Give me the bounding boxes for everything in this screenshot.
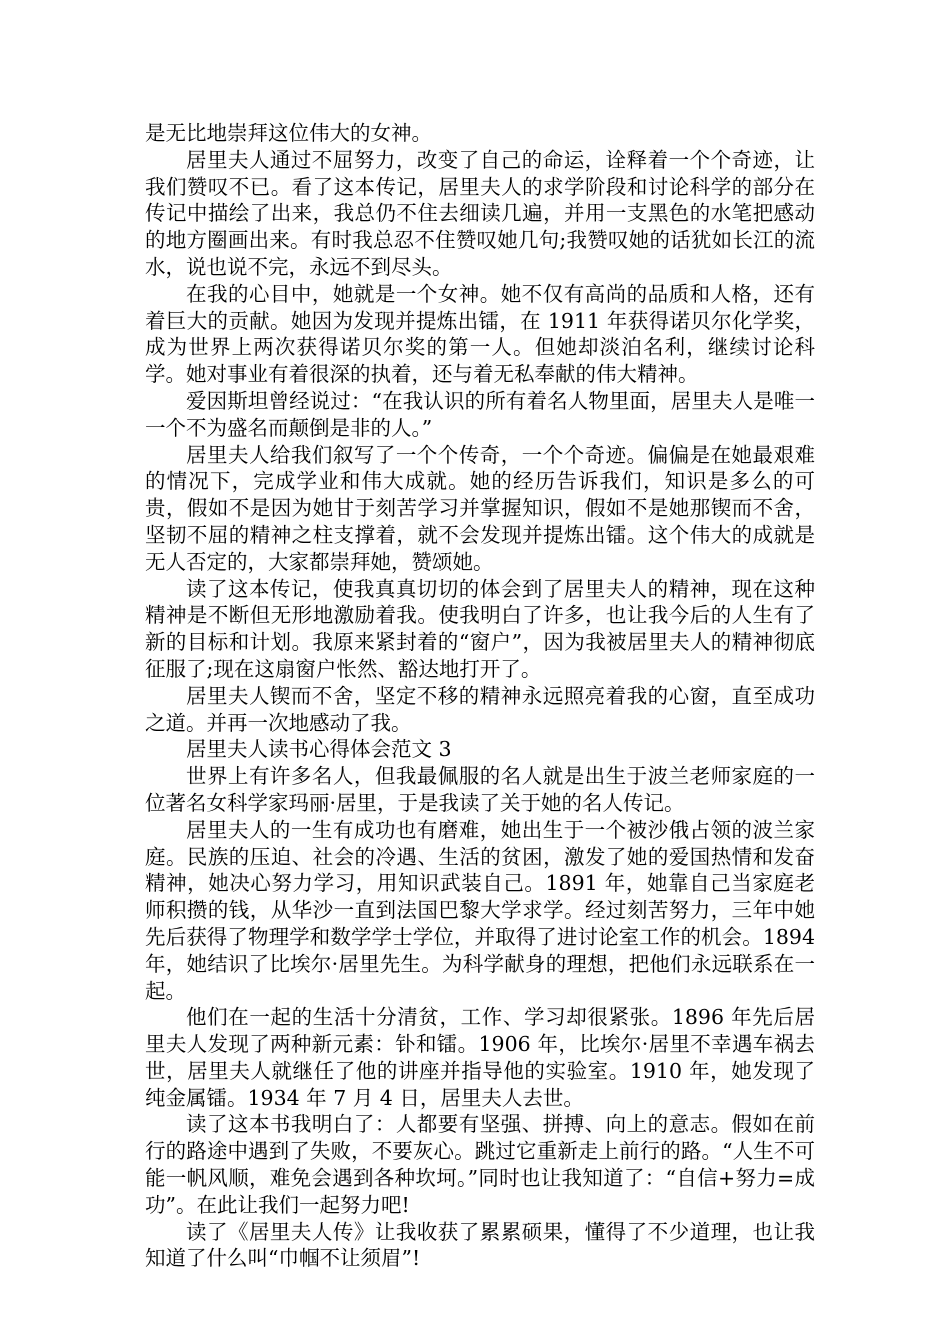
paragraph-7: 居里夫人锲而不舍，坚定不移的精神永远照亮着我的心窗，直至成功之道。并再一次地感动了我。 bbox=[145, 683, 815, 735]
paragraph-5: 居里夫人给我们叙写了一个个传奇，一个个奇迹。偏偏是在她最艰难的情况下，完成学业和伟大成就。她的经历告诉我们，知识是多么的可贵，假如不是因为她甘于刻苦学习并掌握知识，假如不是她那锲而不舍，坚韧不屈的精神之柱支撑着，就不会发现并提炼出镭。这个伟大的成就是无人否定的，大家都崇拜她，赞颂她。 bbox=[145, 442, 815, 574]
paragraph-3: 在我的心目中，她就是一个女神。她不仅有高尚的品质和人格，还有着巨大的贡献。她因为发现并提炼出镭，在 1911 年获得诺贝尔化学奖，成为世界上两次获得诺贝尔奖的第一人。但她却淡泊名利，继续讨论科学。她对事业有着很深的执着，还与着无私奉献的伟大精神。 bbox=[145, 281, 815, 387]
paragraph-2: 居里夫人通过不屈努力，改变了自己的命运，诠释着一个个奇迹，让我们赞叹不已。看了这本传记，居里夫人的求学阶段和讨论科学的部分在传记中描绘了出来，我总仍不住去细读几遍，并用一支黑色的水笔把感动的地方圈画出来。有时我总忍不住赞叹她几句;我赞叹她的话犹如长江的流水，说也说不完，永远不到尽头。 bbox=[145, 147, 815, 279]
paragraph-10: 居里夫人的一生有成功也有磨难，她出生于一个被沙俄占领的波兰家庭。民族的压迫、社会的冷遇、生活的贫困，激发了她的爱国热情和发奋精神，她决心努力学习，用知识武装自己。1891 年，她靠自己当家庭老师积攒的钱，从华沙一直到法国巴黎大学求学。经过刻苦努力，三年中她先后获得了物理学和数学学士学位，并取得了进讨论室工作的机会。1894 年，她结识了比埃尔·居里先生。为科学献身的理想，把他们永远联系在一起。 bbox=[145, 817, 815, 1003]
paragraph-13: 读了《居里夫人传》让我收获了累累硕果，懂得了不少道理，也让我知道了什么叫“巾帼不让须眉”! bbox=[145, 1219, 815, 1271]
section-heading: 居里夫人读书心得体会范文 3 bbox=[186, 737, 452, 762]
paragraph-6: 读了这本传记，使我真真切切的体会到了居里夫人的精神，现在这种精神是不断但无形地激励着我。使我明白了许多，也让我今后的人生有了新的目标和计划。我原来紧封着的“窗户”，因为我被居里夫人的精神彻底征服了;现在这扇窗户怅然、豁达地打开了。 bbox=[145, 576, 815, 681]
paragraph-11: 他们在一起的生活十分清贫，工作、学习却很紧张。1896 年先后居里夫人发现了两种新元素：钋和镭。1906 年，比埃尔·居里不幸遇车祸去世，居里夫人就继任了他的讲座并指导他的实验室。1910 年，她发现了纯金属镭。1934 年 7 月 4 日，居里夫人去世。 bbox=[145, 1005, 815, 1110]
document-body bbox=[145, 120, 815, 1272]
paragraph-1: 是无比地崇拜这位伟大的女神。 bbox=[145, 121, 432, 145]
paragraph-9: 世界上有许多名人，但我最佩服的名人就是出生于波兰老师家庭的一位著名女科学家玛丽·居里，于是我读了关于她的名人传记。 bbox=[145, 764, 815, 815]
paragraph-4: 爱因斯坦曾经说过：“在我认识的所有着名人物里面，居里夫人是唯一一个不为盛名而颠倒是非的人。” bbox=[145, 388, 815, 440]
paragraph-12: 读了这本书我明白了：人都要有坚强、拼搏、向上的意志。假如在前行的路途中遇到了失败，不要灰心。跳过它重新走上前行的路。“人生不可能一帆风顺，难免会遇到各种坎坷。”同时也让我知道了：“自信+努力=成功”。在此让我们一起努力吧! bbox=[145, 1112, 815, 1217]
